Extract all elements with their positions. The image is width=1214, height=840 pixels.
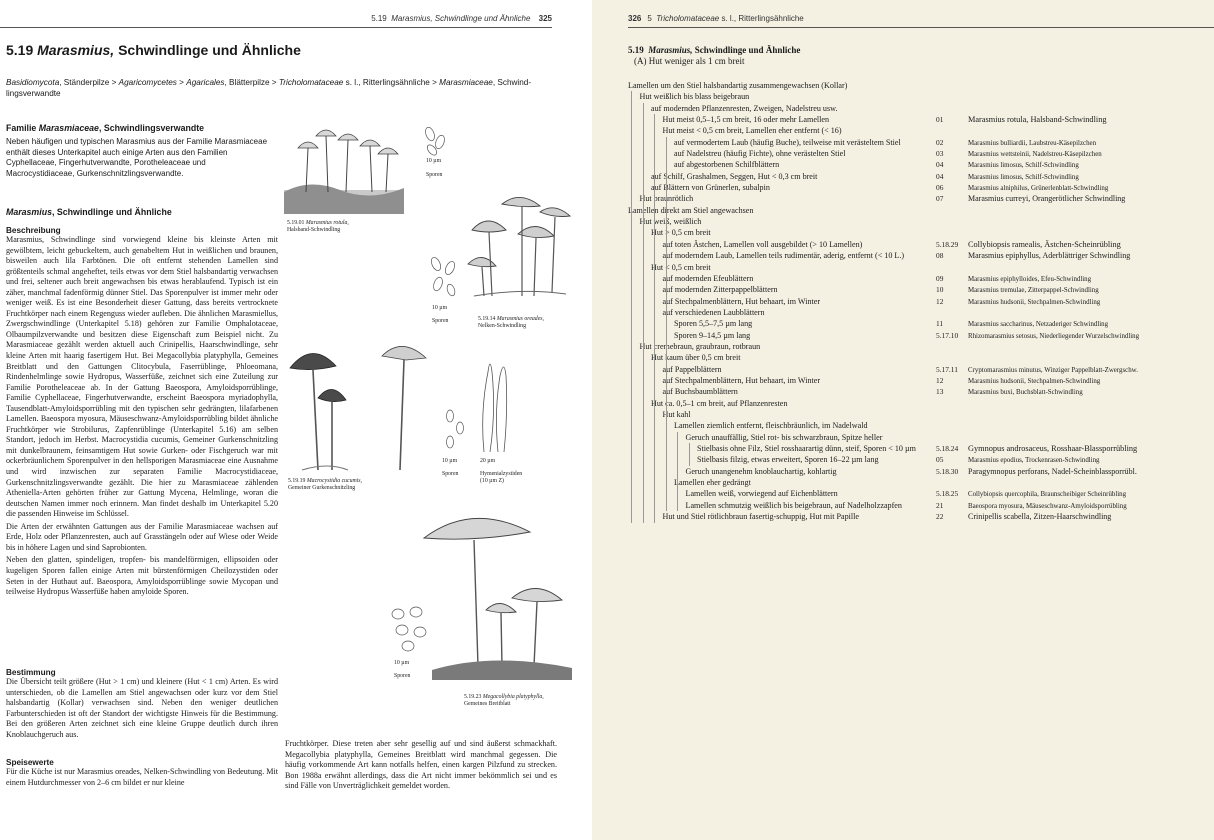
key-row-species: Marasmius limosus, Schilf-Schwindling	[968, 162, 1079, 170]
key-row-criterion: auf modernden Efeublättern	[662, 273, 754, 283]
key-row-number: 04	[936, 160, 944, 170]
key-row	[628, 296, 1188, 307]
cystidia-label-b: (10 µm Z)	[480, 478, 504, 484]
speisewerte-block	[6, 758, 278, 790]
key-row	[628, 103, 1188, 114]
key-row	[628, 432, 1188, 443]
key-row-number: 09	[936, 273, 944, 283]
key-row-species: Marasmius rotula, Halsband-Schwindling	[968, 115, 1107, 125]
key-row	[628, 284, 1188, 295]
family-title-part: Marasmiaceae	[38, 123, 99, 133]
key-row-species: Collybiopsis ramealis, Ästchen-Scheinrübling	[968, 239, 1121, 249]
continuation-paragraph: Fruchtkörper. Diese treten aber sehr gesellig auf und sind äußerst schmackhaft. Megacollybia platyphylla, Gemeines Breitblatt wird manchmal gegessen. Die häufig vorkommende Art kann notfalls helfen, einen kargen Pilzfund zu strecken. Bon 1988a erwähnt allerdings, dass die Art nicht immer bekömmlich sei und es sind Fälle von Unverträglichkeit gemeldet worden.	[285, 739, 557, 791]
beschreibung-block	[6, 226, 278, 600]
key-row-criterion: Hut ca. 0,5–1 cm breit, auf Pflanzenresten	[651, 398, 788, 408]
key-row	[628, 307, 1188, 318]
key-row	[628, 398, 1188, 409]
caption-num: 5.19.23	[464, 694, 482, 700]
taxo-part: Marasmiaceae	[439, 78, 493, 87]
running-head-title: Tricholomataceae	[656, 14, 720, 23]
key-row-number: 03	[936, 149, 944, 159]
key-row	[628, 420, 1188, 431]
key-heading-genus: Marasmius,	[648, 45, 693, 55]
scale-rotula: 10 µm	[426, 158, 442, 164]
key-row	[628, 386, 1188, 397]
key-row-criterion: auf Stechpalmenblättern, Hut behaart, im Winter	[662, 375, 821, 385]
sporen-label-oreades: Sporen	[432, 318, 449, 324]
key-row	[628, 330, 1188, 341]
family-title	[6, 123, 204, 133]
key-indent-guide	[643, 103, 644, 523]
section-heading	[6, 42, 301, 58]
heading-number: 5.19	[6, 42, 34, 58]
caption-megacollybia-platyphylla	[464, 694, 544, 708]
beschreibung-paragraph-1: Marasmius, Schwindlinge sind vorwiegend kleine bis kleinste Arten mit gewölbtem, leicht gebuckeltem, auch genabeltem Hut in weißlichen und braunen, bisweilen auch lila Farbtönen. Die oft entfernt stehenden Lamellen sind größtenteils schmal angeheftet, teils etwas vor dem Stiel halsbandartig verwachsen und frei, seltener auch breit angewachsen bis etwas herablaufend. Typisch ist ein zäher, manchmal fadenförmig dünner Stiel. Das Sporenpulver ist immer mehr oder weniger weiß. Es ist eine Besonderheit dieser Gattung, dass bereits vertrocknete Fruchtkörper nach einem Regenguss wieder aufleben. Die ähnlichen Marasmiellus, Zwergschwindlinge (Unterkapitel 5.18) gehören zur Familie Omphalotaceae, Olbaumpilzverwandte und besitzen diese Eigenschaft zum Beispiel nicht. Zu Marasmiaceae gezählt werden aktuell auch Crinipellis, Haarschwindlinge, sehr kleine Arten mit haarig fasertigem Hut. Bei Megacollybia platyphylla, Gemeines Breitblatt und den Gattungen Clitocybula, Faserrüblinge, Phloeomana, Rindenhelmlinge sowie Hydropus, Wasserfüße, zeichnet sich eine Zuteilung zur Familie Porotheleaceae ab. In der Gattung Baeospora, Amyloidsporrüblinge, Familie Cyphellaceae, Fingerhutverwandte, erscheint Baeospora myriadophylla, Tausendblatt-Amyloidsporrübling mit den typischen sehr gedrängten, lilafarbenen Lamellen. Baeospora myosura, Mäuseschwanz-Amyloidsporrübling bildet ähnliche Fruchtkörper wie Strobilurus, Zapfenrüblinge (Unterkapitel 5.16) am selben Standort, jedoch im Herbst. Macrocystidia cucumis, Gemeiner Gurkenschnitzling mit dunkelbraunem, feinsamtigem Hut sowie Gurken- oder Fischgeruch war mit ockerbräunlichem Sporenpulver in den hellsporigen Marasmiaceae eine Ausnahme und wird inzwischen zur separaten Familie Macrocystidiaceae, Gurkenschnitzlingsverwandte gezählt. Die hier zu Marasmiaceae zählenden Atheniella-Arten gehörten früher zur Gattung Mycena, Helmlinge, woran die deutschen Namen immer noch erinnern. Man findet deshalb im Unterkapitel 5.20 die passenden Hinweise im Schlüssel.	[6, 235, 278, 519]
bestimmung-paragraph: Die Übersicht teilt größere (Hut > 1 cm) und kleinere (Hut < 1 cm) Arten. Es wird unterschieden, ob die Lamellen am Stiel angewachsen oder kurz vor dem Stiel halsbandartig (Kollar) verwachsen sind. Neben den weniger deutlichen Farbunterschieden ist oft der Standort der wichtigste Hinweis für die Bestimmung. Bei den größeren Arten zeichnet sich eine kleine Gruppe deutlich durch ihren Knoblauchgeruch aus.	[6, 677, 278, 739]
key-row-species: Marasmius epiphyllus, Aderblättriger Schwindling	[968, 251, 1131, 261]
key-row-number: 05	[936, 455, 944, 465]
page-number: 325	[538, 14, 552, 23]
key-row	[628, 91, 1188, 102]
key-row-species: Crinipellis scabella, Zitzen-Haarschwindling	[968, 512, 1112, 522]
key-row-criterion: Hut weißlich bis blass beigebraun	[639, 92, 750, 102]
key-row	[628, 477, 1188, 488]
key-row-species: Marasmius curreyi, Orangerötlicher Schwindling	[968, 194, 1126, 204]
key-row-species: Marasmius saccharinus, Netzaderiger Schwindling	[968, 321, 1109, 329]
subsection-title-part: , Schwindlinge und Ähnliche	[51, 207, 172, 217]
key-row	[628, 216, 1188, 227]
key-row-species: Marasmius wettsteinii, Nadelstreu-Käsepilzchen	[968, 151, 1102, 159]
sporen-label-platyphylla: Sporen	[394, 673, 411, 679]
key-row-species: Rhizomarasmius setosus, Niederliegender Wurzelschwindling	[968, 332, 1140, 340]
key-indent-guide	[631, 91, 632, 522]
taxo-part: Agaricales	[186, 78, 225, 87]
key-row-criterion: auf Stechpalmenblättern, Hut behaart, im Winter	[662, 296, 821, 306]
key-row-criterion: Lamellen eher gedrängt	[674, 478, 751, 488]
key-row-species: Gymnopus androsaceus, Rosshaar-Blassporrübling	[968, 444, 1138, 453]
key-row-species: Marasmius epiphylloides, Efeu-Schwindling	[968, 275, 1092, 283]
taxo-part: >	[176, 78, 187, 87]
subsection-title-part: Marasmius	[6, 207, 52, 217]
subsection-title	[6, 207, 172, 217]
key-row-criterion: auf toten Ästchen, Lamellen voll ausgebildet (> 10 Lamellen)	[662, 239, 863, 249]
family-title-part: Familie	[6, 123, 39, 133]
taxo-part: Agaricomycetes	[118, 78, 177, 87]
key-row-criterion: Lamellen schmutzig weißlich bis beigebraun, auf Nadelholzzapfen	[685, 500, 902, 510]
key-row-criterion: Lamellen weiß, vorwiegend auf Eichenblättern	[685, 489, 838, 499]
key-row	[628, 511, 1188, 522]
taxo-part: s. l., Ritterlingsähnliche >	[343, 78, 440, 87]
key-row	[628, 273, 1188, 284]
caption-num: 5.19.19	[288, 478, 306, 484]
key-row-number: 12	[936, 296, 944, 306]
key-row-species: Marasmius epodius, Trockenrasen-Schwindling	[968, 457, 1100, 465]
key-row	[628, 262, 1188, 273]
key-row-number: 5.17.11	[936, 364, 958, 374]
key-row-criterion: Lamellen direkt am Stiel angewachsen	[628, 205, 754, 215]
key-row	[628, 171, 1188, 182]
left-page	[0, 0, 592, 840]
key-row-criterion: Hut meist < 0,5 cm breit, Lamellen eher entfernt (< 16)	[662, 126, 842, 136]
key-row	[628, 352, 1188, 363]
key-row-result	[936, 466, 1137, 477]
key-row	[628, 364, 1188, 375]
key-row-species: Marasmius limosus, Schilf-Schwindling	[968, 173, 1079, 181]
scale-oreades: 10 µm	[432, 305, 448, 311]
key-row-species: Marasmius tremulae, Zitterpappel-Schwindling	[968, 287, 1099, 295]
key-row-criterion: Hut < 0,5 cm breit	[651, 262, 711, 272]
header-rule	[628, 27, 1214, 28]
key-row-criterion: auf modernden Zitterpappelblättern	[662, 285, 778, 295]
key-row-criterion: Hut und Stiel rötlichbraun fasertig-schuppig, Hut mit Papille	[662, 512, 859, 522]
key-row-criterion: auf moderndem Laub, Lamellen teils rudimentär, aderig, entfernt (< 10 L.)	[662, 251, 905, 261]
bestimmung-block	[6, 668, 278, 742]
sporen-label-cucumis: Sporen	[442, 471, 459, 477]
caption-de: Gemeiner Gurkenschnitzling	[288, 485, 356, 491]
key-row	[628, 488, 1188, 499]
spores-oreades	[426, 254, 460, 302]
illustration-marasmius-oreades	[462, 192, 574, 304]
key-row-criterion: Hut cremebraun, graubraun, rotbraun	[639, 341, 761, 351]
illustration-marasmius-rotula	[280, 118, 410, 218]
family-title-part: , Schwindlingsverwandte	[98, 123, 205, 133]
key-row	[628, 375, 1188, 386]
key-row-criterion: Hut kaum über 0,5 cm breit	[651, 353, 741, 363]
key-row-criterion: auf Blättern von Grünerlen, subalpin	[651, 183, 770, 193]
key-row	[628, 239, 1188, 250]
key-row	[628, 409, 1188, 420]
bestimmung-title: Bestimmung	[6, 668, 56, 677]
key-heading-num: 5.19	[628, 45, 644, 55]
key-row-criterion: auf verschiedenen Laubblättern	[662, 307, 765, 317]
key-row	[628, 137, 1188, 148]
key-row-number: 01	[936, 115, 944, 125]
key-row-result	[936, 511, 1111, 522]
right-page	[592, 0, 1214, 840]
key-row-criterion: Hut > 0,5 cm breit	[651, 228, 711, 238]
illustration-macrocystidia-cucumis	[288, 340, 438, 480]
key-row-criterion: auf modernden Pflanzenresten, Zweigen, Nadelstreu usw.	[651, 103, 838, 113]
cystidia-cucumis	[478, 352, 512, 456]
key-row	[628, 205, 1188, 216]
key-row	[628, 454, 1188, 465]
key-row	[628, 193, 1188, 204]
key-row-number: 21	[936, 500, 944, 510]
running-head-section: 5.19	[371, 14, 387, 23]
spores-platyphylla	[388, 604, 432, 654]
key-row-criterion: Hut kahl	[662, 409, 691, 419]
caption-de: Nelken-Schwindling	[478, 323, 526, 329]
key-row-number: 08	[936, 251, 944, 261]
beschreibung-title: Beschreibung	[6, 226, 61, 235]
key-row-criterion: Lamellen um den Stiel halsbandartig zusammengewachsen (Kollar)	[628, 81, 848, 90]
key-row	[628, 227, 1188, 238]
running-head-right	[628, 14, 804, 23]
key-row-number: 22	[936, 512, 944, 522]
key-row-number: 10	[936, 285, 944, 295]
key-row-criterion: Sporen 9–14,5 µm lang	[674, 330, 751, 340]
caption-sci: Marasmius rotula,	[305, 220, 349, 226]
key-row	[628, 341, 1188, 352]
key-row-species: Collybiopsis quercophila, Braunscheibiger Scheinrübling	[968, 491, 1127, 499]
heading-genus: Marasmius,	[37, 42, 115, 58]
key-row-criterion: Lamellen ziemlich entfernt, fleischbräunlich, im Nadelwald	[674, 421, 868, 431]
caption-macrocystidia-cucumis	[288, 478, 362, 492]
key-indent-guide	[677, 432, 678, 511]
key-row-criterion: auf Schilf, Grashalmen, Seggen, Hut < 0,3 cm breit	[651, 171, 818, 181]
sporen-label-rotula: Sporen	[426, 172, 443, 178]
key-row-criterion: Stielbasis ohne Filz, Stiel rosshaarartig dünn, steif, Sporen < 10 µm	[697, 444, 916, 453]
cystidia-label-a: Hymenialzystiden	[480, 471, 523, 477]
key-row-species: Marasmius buxi, Buchsblatt-Schwindling	[968, 389, 1083, 397]
key-row-criterion: Hut braunrötlich	[639, 194, 694, 204]
key-row-species: Baeospora myosura, Mäuseschwanz-Amyloidsporrübling	[968, 502, 1127, 510]
caption-de: Halsband-Schwindling	[287, 227, 341, 233]
key-row-result	[936, 443, 1137, 454]
key-row-criterion: auf Pappelblättern	[662, 364, 722, 374]
key-row-criterion: Stielbasis filzig, etwas erweitert, Sporen 16–22 µm lang	[697, 455, 879, 465]
caption-sci: Megacollybia platyphylla,	[482, 694, 544, 700]
key-row-species: Paragymnopus perforans, Nadel-Scheinblassporrübl.	[968, 466, 1137, 476]
key-row-species: Marasmius hudsonii, Stechpalmen-Schwindling	[968, 377, 1101, 385]
key-row-criterion: auf abgestorbenen Schilfblättern	[674, 160, 780, 170]
key-row-result	[936, 193, 1125, 204]
key-indent-guide	[689, 443, 690, 466]
key-heading-rest: Schwindlinge und Ähnliche	[692, 45, 801, 55]
key-row-criterion: auf Buchsbaumblättern	[662, 387, 738, 397]
key-row-number: 5.18.24	[936, 444, 959, 453]
key-row	[628, 80, 1188, 91]
taxo-part: Basidiomycota	[6, 78, 60, 87]
running-head-chapter: 5	[647, 14, 652, 23]
key-row-number: 5.17.10	[936, 330, 959, 340]
key-row-species: Marasmius alniphilus, Grünerlenblatt-Schwindling	[968, 185, 1109, 193]
caption-marasmius-rotula	[287, 220, 349, 234]
key-row	[628, 114, 1188, 125]
illustration-megacollybia-platyphylla	[412, 508, 578, 684]
scale-cucumis: 10 µm	[442, 458, 458, 464]
cystidia-label	[480, 471, 522, 485]
key-row-number: 07	[936, 194, 944, 204]
key-row-number: 5.18.25	[936, 489, 959, 499]
key-heading	[628, 45, 800, 67]
key-indent-guide	[654, 114, 655, 523]
speisewerte-title: Speisewerte	[6, 758, 54, 767]
key-row-result	[936, 250, 1130, 261]
running-head-title: Marasmius, Schwindlinge und Ähnliche	[391, 14, 531, 23]
key-row-criterion: auf Nadelstreu (häufig Fichte), ohne verästelten Stiel	[674, 149, 846, 159]
caption-num: 5.19.01	[287, 220, 305, 226]
key-row	[628, 466, 1188, 477]
key-row	[628, 250, 1188, 261]
key-row-criterion: Hut weiß, weißlich	[639, 217, 702, 227]
key-row-number: 11	[936, 319, 944, 329]
header-rule	[0, 27, 552, 28]
beschreibung-paragraph-3: Neben den glatten, spindeligen, tropfen- bis mandelförmigen, ellipsoiden oder kugeligen Sporen fallen einige Arten mit bürstenförmigen Cheilozystiden oder Seten in der Huthaut auf. Baeospora, Amyloidsporrüblinge sowie Mycopan und teilweise Hydropus Wasserfüße haben amyloide Sporen.	[6, 555, 278, 597]
key-row-species: Cryptomarasmius minutus, Winziger Pappelblatt-Zwergschw.	[968, 366, 1138, 374]
taxo-part: Tricholomataceae	[278, 78, 344, 87]
key-row-number: 13	[936, 387, 944, 397]
spores-cucumis	[440, 408, 470, 456]
key-row-number: 12	[936, 375, 944, 385]
taxo-part: , Ständerpilze >	[59, 78, 119, 87]
scale-cystidia: 20 µm	[480, 458, 496, 464]
caption-de: Gemeines Breitblatt	[464, 701, 511, 707]
family-intro: Neben häufigen und typischen Marasmius aus der Familie Marasmiaceae enthält dieses Unterkapitel auch einige Arten aus den Familien Cyphellaceae, Fingerhutverwandte, Porotheleaceae und Macrocystidiaceae, Gurkenschnitzlingsverwandte.	[6, 137, 268, 178]
taxo-part: lingsverwandte	[6, 89, 61, 98]
taxo-part: , Schwind-	[492, 78, 532, 87]
key-row-number: 04	[936, 171, 944, 181]
spores-rotula	[420, 124, 450, 158]
key-row	[628, 318, 1188, 329]
key-row-number: 02	[936, 137, 944, 147]
key-row-result	[936, 239, 1121, 250]
key-row-criterion: Sporen 5,5–7,5 µm lang	[674, 319, 753, 329]
beschreibung-paragraph-2: Die Arten der erwähnten Gattungen aus der Familie Marasmiaceae wachsen auf Erde, Holz oder Pflanzenresten, auch auf Grasstängeln oder auf Wiese oder Weide bis in höhere Lagen und sind Saprobionten.	[6, 521, 278, 552]
key-row	[628, 443, 1188, 454]
key-row-number: 5.18.30	[936, 466, 959, 476]
key-row	[628, 125, 1188, 136]
key-row-number: 06	[936, 183, 944, 193]
key-heading-subtitle: (A) Hut weniger als 1 cm breit	[634, 56, 745, 66]
scale-platyphylla: 10 µm	[394, 660, 410, 666]
running-head-left	[371, 14, 552, 23]
taxonomy-line	[6, 77, 554, 99]
key-indent-guide	[666, 137, 667, 512]
key-row-species: Marasmius bulliardii, Laubstreu-Käsepilzchen	[968, 139, 1097, 147]
running-head-title-rest: s. l., Ritterlingsähnliche	[719, 14, 804, 23]
page-number: 326	[628, 14, 642, 23]
taxo-part: , Blätterpilze >	[224, 78, 279, 87]
key-row-criterion: auf vermodertem Laub (häufig Buche), teilweise mit verästeltem Stiel	[674, 137, 901, 147]
speisewerte-paragraph: Für die Küche ist nur Marasmius oreades, Nelken-Schwindling von Bedeutung. Mit einem Hutdurchmesser von 2–6 cm bildet er nur kleine	[6, 767, 278, 787]
caption-num: 5.19.14	[478, 316, 496, 322]
key-row-number: 5.18.29	[936, 239, 959, 249]
key-row-result	[936, 114, 1107, 125]
caption-sci: Macrocystidia cucumis,	[306, 478, 363, 484]
identification-key	[628, 80, 1188, 522]
key-row-criterion: Hut meist 0,5–1,5 cm breit, 16 oder mehr Lamellen	[662, 115, 830, 125]
key-row	[628, 148, 1188, 159]
key-row	[628, 182, 1188, 193]
key-row-species: Marasmius hudsonii, Stechpalmen-Schwindling	[968, 298, 1101, 306]
key-row	[628, 159, 1188, 170]
heading-rest: Schwindlinge und Ähnliche	[114, 42, 301, 58]
key-row-criterion: Geruch unauffällig, Stiel rot- bis schwarzbraun, Spitze heller	[685, 432, 883, 442]
key-row-criterion: Geruch unangenehm knoblauchartig, kohlartig	[685, 466, 837, 476]
key-row	[628, 500, 1188, 511]
caption-marasmius-oreades	[478, 316, 544, 330]
caption-sci: Marasmius oreades,	[496, 316, 544, 322]
